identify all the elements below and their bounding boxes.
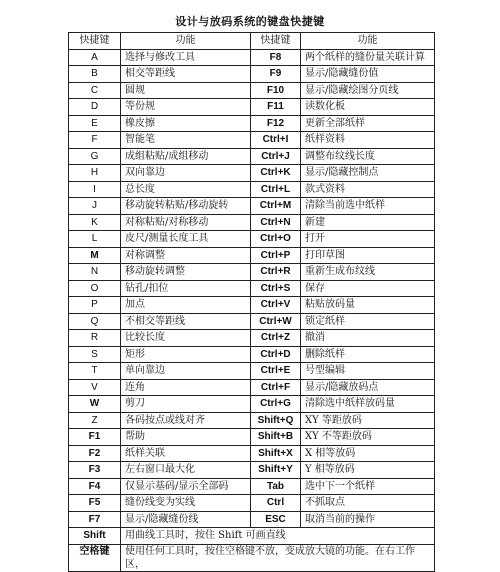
function-desc: 选择与修改工具: [121, 49, 251, 66]
function-desc: X 相等放码: [301, 445, 435, 462]
shortcut-key: Shift: [69, 528, 121, 545]
shortcut-key: F12: [251, 115, 301, 132]
function-desc: 撤消: [301, 330, 435, 347]
table-row: [69, 181, 435, 198]
function-desc: 移动旋转粘贴/移动旋转: [121, 198, 251, 215]
table-row: [69, 198, 435, 215]
function-desc: 打印草图: [301, 247, 435, 264]
table-row: [69, 346, 435, 363]
table-row: [69, 412, 435, 429]
function-desc: 对称粘贴/对称移动: [121, 214, 251, 231]
shortcut-key: 空格键: [69, 544, 121, 571]
function-desc: 新建: [301, 214, 435, 231]
table-row: [69, 363, 435, 380]
table-row: [69, 330, 435, 347]
shortcut-key: R: [69, 330, 121, 347]
function-desc: 单向靠边: [121, 363, 251, 380]
function-desc: 缝份线变为实线: [121, 495, 251, 512]
shortcut-key: M: [69, 247, 121, 264]
shortcut-key: Ctrl+K: [251, 165, 301, 182]
shortcut-key: Ctrl+S: [251, 280, 301, 297]
table-row: [69, 247, 435, 264]
shortcut-key: Q: [69, 313, 121, 330]
table-row: [69, 280, 435, 297]
shortcut-key: Ctrl+G: [251, 396, 301, 413]
header-shortcut-2: 快捷键: [251, 33, 301, 50]
function-desc: 双向靠边: [121, 165, 251, 182]
function-desc: 加点: [121, 297, 251, 314]
function-desc: 号型编辑: [301, 363, 435, 380]
function-desc: 比较长度: [121, 330, 251, 347]
shortcut-key: B: [69, 66, 121, 83]
function-desc: Y 相等放码: [301, 462, 435, 479]
table-row: [69, 264, 435, 281]
function-desc: 删除纸样: [301, 346, 435, 363]
shortcut-key: Ctrl+R: [251, 264, 301, 281]
table-row: [69, 379, 435, 396]
function-desc: 连角: [121, 379, 251, 396]
function-desc: 显示/隐藏绘图分页线: [301, 82, 435, 99]
function-desc: 两个纸样的缝份量关联计算: [301, 49, 435, 66]
function-desc: 更新全部纸样: [301, 115, 435, 132]
shortcut-key: F3: [69, 462, 121, 479]
shortcut-key: T: [69, 363, 121, 380]
document-title: 设计与放码系统的键盘快捷键: [175, 15, 325, 28]
shortcut-key: K: [69, 214, 121, 231]
shortcut-key: Shift+X: [251, 445, 301, 462]
function-desc: 清除选中纸样放码量: [301, 396, 435, 413]
shortcut-key: H: [69, 165, 121, 182]
function-desc: 总长度: [121, 181, 251, 198]
function-desc: 选中下一个纸样: [301, 478, 435, 495]
shortcut-key: I: [69, 181, 121, 198]
function-desc: 橡皮擦: [121, 115, 251, 132]
function-desc: 清除当前选中纸样: [301, 198, 435, 215]
shortcut-key: Ctrl+D: [251, 346, 301, 363]
function-desc: 不抓取点: [301, 495, 435, 512]
function-desc: 皮尺/测量长度工具: [121, 231, 251, 248]
function-desc: 相交等距线: [121, 66, 251, 83]
function-desc: 纸样关联: [121, 445, 251, 462]
table-row: [69, 132, 435, 149]
function-desc: 显示/隐藏控制点: [301, 165, 435, 182]
shortcut-key: F7: [69, 511, 121, 528]
function-desc: 读数化板: [301, 99, 435, 116]
table-row: [69, 495, 435, 512]
table-row: [69, 478, 435, 495]
table-row: [69, 313, 435, 330]
table-row: [69, 297, 435, 314]
shortcut-key: O: [69, 280, 121, 297]
shortcut-key: Shift+Q: [251, 412, 301, 429]
shortcut-key: Ctrl+L: [251, 181, 301, 198]
function-desc: 圆规: [121, 82, 251, 99]
shortcut-key: F1: [69, 429, 121, 446]
table-row: [69, 429, 435, 446]
function-desc: 纸样资料: [301, 132, 435, 149]
shortcut-key: Ctrl: [251, 495, 301, 512]
table-row: [69, 445, 435, 462]
table-row: [69, 49, 435, 66]
function-desc: 对称调整: [121, 247, 251, 264]
function-desc: 款式资料: [301, 181, 435, 198]
function-desc: 帮助: [121, 429, 251, 446]
header-function-2: 功能: [301, 33, 435, 50]
table-row-shift: [69, 528, 435, 545]
table-row: [69, 462, 435, 479]
function-desc: 仅显示基码/显示全部码: [121, 478, 251, 495]
shortcut-key: F10: [251, 82, 301, 99]
shortcut-key: F2: [69, 445, 121, 462]
shortcut-key: F5: [69, 495, 121, 512]
shortcut-key: Ctrl+F: [251, 379, 301, 396]
shortcut-key: Shift+Y: [251, 462, 301, 479]
function-desc: 钻孔/扣位: [121, 280, 251, 297]
table-row: [69, 511, 435, 528]
shortcut-key: Ctrl+Z: [251, 330, 301, 347]
function-desc: 左右窗口最大化: [121, 462, 251, 479]
shortcut-key: Ctrl+J: [251, 148, 301, 165]
shortcut-key: Ctrl+V: [251, 297, 301, 314]
shortcut-table: [68, 32, 435, 572]
table-row: [69, 231, 435, 248]
table-footer: [69, 528, 435, 572]
function-desc: 显示/隐藏放码点: [301, 379, 435, 396]
shortcut-key: F8: [251, 49, 301, 66]
shortcut-key: P: [69, 297, 121, 314]
table-row: [69, 148, 435, 165]
shortcut-key: G: [69, 148, 121, 165]
function-desc: 使用任何工具时，按住空格键不放，变成放大镜的功能。在右工作区，: [121, 544, 435, 571]
shortcut-key: Ctrl+N: [251, 214, 301, 231]
table-header-row: [69, 33, 435, 50]
function-desc: 重新生成布纹线: [301, 264, 435, 281]
function-desc: 成组粘贴/成组移动: [121, 148, 251, 165]
shortcut-key: E: [69, 115, 121, 132]
shortcut-key: F9: [251, 66, 301, 83]
table-row: [69, 115, 435, 132]
shortcut-key: F4: [69, 478, 121, 495]
function-desc: 等份规: [121, 99, 251, 116]
function-desc: 打开: [301, 231, 435, 248]
table-row: [69, 82, 435, 99]
table-row: [69, 66, 435, 83]
shortcut-key: W: [69, 396, 121, 413]
shortcut-key: F: [69, 132, 121, 149]
shortcut-key: Ctrl+M: [251, 198, 301, 215]
function-desc: 智能笔: [121, 132, 251, 149]
function-desc: 保存: [301, 280, 435, 297]
function-desc: 移动旋转调整: [121, 264, 251, 281]
function-desc: XY 不等距放码: [301, 429, 435, 446]
table-row: [69, 165, 435, 182]
shortcut-key: F11: [251, 99, 301, 116]
header-shortcut-1: 快捷键: [69, 33, 121, 50]
function-desc: 剪刀: [121, 396, 251, 413]
shortcut-key: Tab: [251, 478, 301, 495]
shortcut-key: S: [69, 346, 121, 363]
shortcut-key: L: [69, 231, 121, 248]
function-desc: 取消当前的操作: [301, 511, 435, 528]
function-desc: 粘贴放码量: [301, 297, 435, 314]
function-desc: 调整布纹线长度: [301, 148, 435, 165]
shortcut-key: Ctrl+O: [251, 231, 301, 248]
header-function-1: 功能: [121, 33, 251, 50]
shortcut-key: Ctrl+W: [251, 313, 301, 330]
shortcut-key: Ctrl+P: [251, 247, 301, 264]
function-desc: 各码按点或线对齐: [121, 412, 251, 429]
table-body: [69, 49, 435, 528]
shortcut-key: Ctrl+I: [251, 132, 301, 149]
table-row: [69, 99, 435, 116]
table-row: [69, 214, 435, 231]
shortcut-key: A: [69, 49, 121, 66]
shortcut-key: Z: [69, 412, 121, 429]
function-desc: 显示/隐藏缝份线: [121, 511, 251, 528]
shortcut-key: Ctrl+E: [251, 363, 301, 380]
table-row-space: [69, 544, 435, 571]
function-desc: 不相交等距线: [121, 313, 251, 330]
function-desc: 显示/隐藏缝份值: [301, 66, 435, 83]
shortcut-key: C: [69, 82, 121, 99]
table-row: [69, 396, 435, 413]
function-desc: 锁定纸样: [301, 313, 435, 330]
shortcut-key: ESC: [251, 511, 301, 528]
shortcut-key: N: [69, 264, 121, 281]
function-desc: 用曲线工具时，按住 Shift 可画直线: [121, 528, 435, 545]
shortcut-key: D: [69, 99, 121, 116]
shortcut-key: J: [69, 198, 121, 215]
shortcut-key: V: [69, 379, 121, 396]
function-desc: XY 等距放码: [301, 412, 435, 429]
function-desc: 矩形: [121, 346, 251, 363]
shortcut-key: Shift+B: [251, 429, 301, 446]
